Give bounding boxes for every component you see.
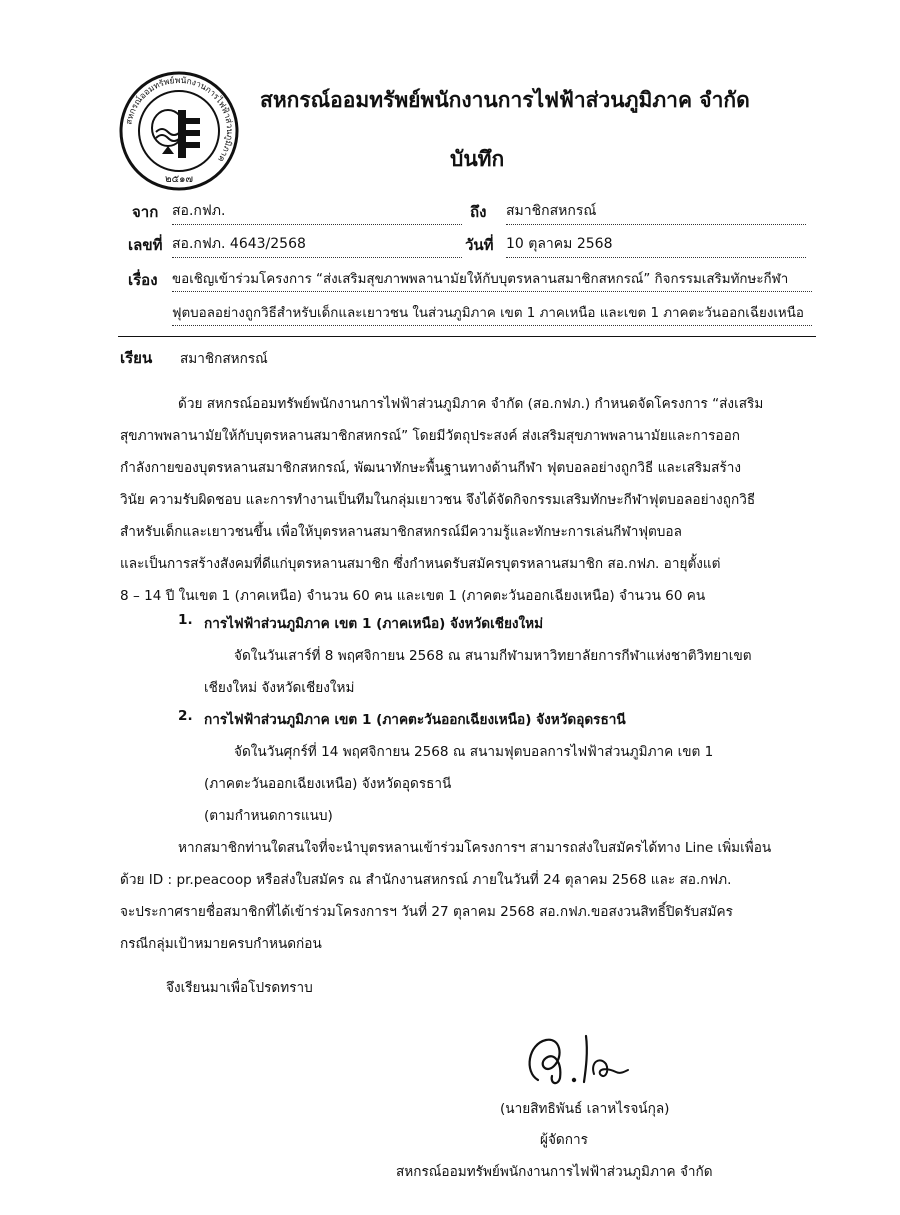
cooperative-seal	[118, 70, 240, 192]
para1-line: วินัย ความรับผิดชอบ และการทำงานเป็นทีมในกลุ่มเยาวชน จึงได้จัดกิจกรรมเสริมทักษะกีฬาฟุตบอลอย่างถูกวิธี	[120, 492, 756, 508]
handwritten-signature	[520, 1022, 640, 1092]
from-label: จาก	[132, 203, 159, 221]
salutation-value: สมาชิกสหกรณ์	[180, 351, 268, 367]
to-label: ถึง	[470, 203, 487, 221]
para1-line: สำหรับเด็กและเยาวชนขึ้น เพื่อให้บุตรหลานสมาชิกสหกรณ์มีความรู้และทักษะการเล่นกีฬาฟุตบอล	[120, 524, 682, 540]
para2-line: หากสมาชิกท่านใดสนใจที่จะนำบุตรหลานเข้าร่วมโครงการฯ สามารถส่งใบสมัครได้ทาง Line เพิ่มเพื่อน	[178, 840, 772, 856]
signatory-name: (นายสิทธิพันธ์ เลาหไรจน์กุล)	[500, 1101, 670, 1117]
org-name: สหกรณ์ออมทรัพย์พนักงานการไฟฟ้าส่วนภูมิภาค จำกัด	[260, 88, 750, 112]
para1-line: ด้วย สหกรณ์ออมทรัพย์พนักงานการไฟฟ้าส่วนภูมิภาค จำกัด (สอ.กฟภ.) กำหนดจัดโครงการ “ส่งเสริม	[178, 396, 764, 412]
svg-text:สหกรณ์ออมทรัพย์พนักงานการไฟฟ้า: สหกรณ์ออมทรัพย์พนักงานการไฟฟ้าส่วนภูมิภาค	[124, 75, 235, 164]
item2-title: การไฟฟ้าส่วนภูมิภาค เขต 1 (ภาคตะวันออกเฉียงเหนือ) จังหวัดอุดรธานี	[204, 712, 626, 728]
subject-line-2: ฟุตบอลอย่างถูกวิธีสำหรับเด็กและเยาวชน ในส่วนภูมิภาค เขต 1 ภาคเหนือ และเขต 1 ภาคตะวันออกเฉียงเหนือ	[172, 302, 812, 326]
item1-detail-line-2: เชียงใหม่ จังหวัดเชียงใหม่	[204, 680, 355, 696]
para2-line: ด้วย ID : pr.peacoop หรือส่งใบสมัคร ณ สำนักงานสหกรณ์ ภายในวันที่ 24 ตุลาคม 2568 และ สอ.กฟภ.	[120, 872, 732, 888]
item2-number: 2.	[178, 708, 193, 724]
to-value: สมาชิกสหกรณ์	[506, 200, 806, 225]
number-label: เลขที่	[128, 236, 163, 254]
from-value: สอ.กฟภ.	[172, 200, 462, 225]
closing-line: จึงเรียนมาเพื่อโปรดทราบ	[166, 980, 313, 996]
header-divider	[118, 336, 816, 337]
item1-number: 1.	[178, 612, 193, 628]
subject-line-1: ขอเชิญเข้าร่วมโครงการ “ส่งเสริมสุขภาพพลานามัยให้กับบุตรหลานสมาชิกสหกรณ์” กิจกรรมเสริมทักษะกีฬา	[172, 268, 812, 292]
date-value: 10 ตุลาคม 2568	[506, 233, 806, 258]
item1-title: การไฟฟ้าส่วนภูมิภาค เขต 1 (ภาคเหนือ) จังหวัดเชียงใหม่	[204, 616, 544, 632]
para1-line: สุขภาพพลานามัยให้กับบุตรหลานสมาชิกสหกรณ์” โดยมีวัตถุประสงค์ ส่งเสริมสุขภาพพลานามัยและการออก	[120, 428, 740, 444]
schedule-note: (ตามกำหนดการแนบ)	[204, 808, 333, 824]
signatory-organization: สหกรณ์ออมทรัพย์พนักงานการไฟฟ้าส่วนภูมิภาค จำกัด	[396, 1164, 713, 1180]
item2-detail-line-2: (ภาคตะวันออกเฉียงเหนือ) จังหวัดอุดรธานี	[204, 776, 452, 792]
para1-line: 8 – 14 ปี ในเขต 1 (ภาคเหนือ) จำนวน 60 คน และเขต 1 (ภาคตะวันออกเฉียงเหนือ) จำนวน 60 คน	[120, 588, 706, 604]
doc-type-title: บันทึก	[450, 147, 505, 171]
para2-line: กรณีกลุ่มเป้าหมายครบกำหนดก่อน	[120, 936, 322, 952]
subject-label: เรื่อง	[128, 271, 158, 289]
para1-line: และเป็นการสร้างสังคมที่ดีแก่บุตรหลานสมาชิก ซึ่งกำหนดรับสมัครบุตรหลานสมาชิก สอ.กฟภ. อายุตั้งแต่	[120, 556, 721, 572]
para2-line: จะประกาศรายชื่อสมาชิกที่ได้เข้าร่วมโครงการฯ วันที่ 27 ตุลาคม 2568 สอ.กฟภ.ขอสงวนสิทธิ์ปิดรับสมัคร	[120, 904, 733, 920]
signatory-position: ผู้จัดการ	[540, 1132, 588, 1148]
item2-detail-line-1: จัดในวันศุกร์ที่ 14 พฤศจิกายน 2568 ณ สนามฟุตบอลการไฟฟ้าส่วนภูมิภาค เขต 1	[234, 744, 714, 760]
svg-text:๒๕๑๗: ๒๕๑๗	[164, 174, 194, 185]
salutation-label: เรียน	[120, 349, 153, 367]
date-label: วันที่	[465, 236, 494, 254]
item1-detail-line-1: จัดในวันเสาร์ที่ 8 พฤศจิกายน 2568 ณ สนามกีฬามหาวิทยาลัยการกีฬาแห่งชาติวิทยาเขต	[234, 648, 752, 664]
para1-line: กำลังกายของบุตรหลานสมาชิกสหกรณ์, พัฒนาทักษะพื้นฐานทางด้านกีฬา ฟุตบอลอย่างถูกวิธี และเสริมสร้าง	[120, 460, 742, 476]
number-value: สอ.กฟภ. 4643/2568	[172, 233, 462, 258]
